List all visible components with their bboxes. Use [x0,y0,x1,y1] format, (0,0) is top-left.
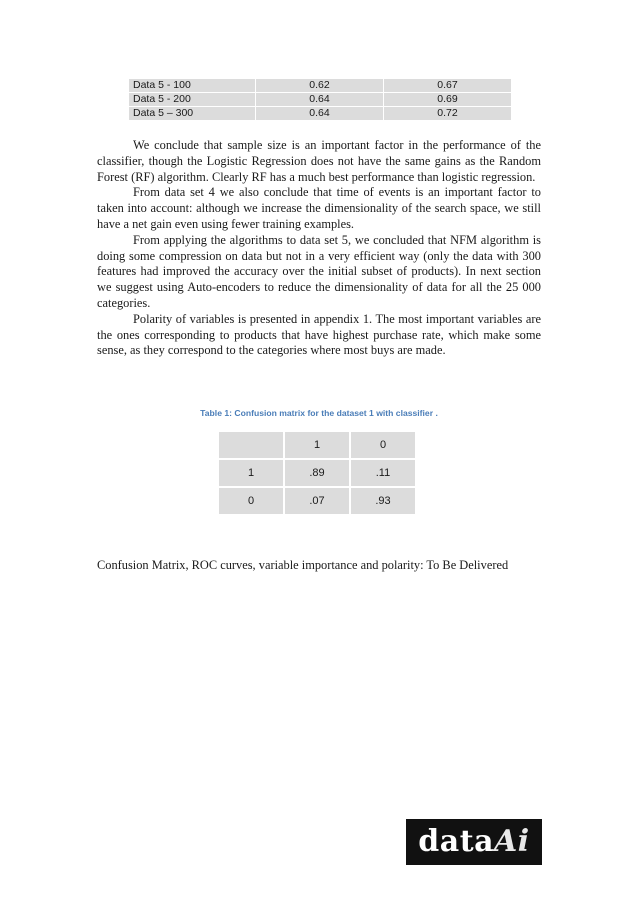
table-cell: 0.69 [384,93,512,107]
paragraph: From data set 4 we also conclude that time of events is an important factor to taken into account: although we increase the dimensionality of the search space, we still have a net gain even using fewer training examples. [97,185,541,231]
table-cell: 0 [219,488,283,514]
logo-text-data: data [418,824,495,859]
table-row [219,460,415,486]
confusion-matrix-table [217,430,417,516]
table-row [129,79,512,93]
table-cell: 1 [219,460,283,486]
table-cell: 0 [351,432,415,458]
table-cell: 0.64 [256,107,384,121]
table-row [129,107,512,121]
table-cell: 0.62 [256,79,384,93]
table-cell: Data 5 - 100 [129,79,256,93]
footer-note: Confusion Matrix, ROC curves, variable importance and polarity: To Be Delivered [97,558,509,572]
logo-text-ai: Ai [494,824,530,859]
table-cell: .89 [285,460,349,486]
table-cell: 1 [285,432,349,458]
table-cell: Data 5 - 200 [129,93,256,107]
table-cell [219,432,283,458]
table-cell: 0.72 [384,107,512,121]
paragraph: Polarity of variables is presented in appendix 1. The most important variables are the ones corresponding to products that have highest purchase rate, which make some sense, as they correspond to the categories where most buys are made. [97,311,541,358]
table-row [219,488,415,514]
table-caption: Table 1: Confusion matrix for the dataset 1 with classifier . [200,408,438,418]
table-cell: Data 5 – 300 [129,107,256,121]
paragraph: From applying the algorithms to data set 5, we concluded that NFM algorithm is doing some compression on data but not in a very efficient way (only the data with 300 features had improved the accuracy over the initial subset of products). In next section we suggest using Auto-encoders to reduce the dimensionality of data for all the 25 000 categories. [97,232,541,310]
table-cell: 0.67 [384,79,512,93]
table-cell: .93 [351,488,415,514]
paragraph: We conclude that sample size is an important factor in the performance of the classifier, though the Logistic Regression does not have the same gains as the Random Forest (RF) algorithm. Clearly RF has a much best performance than logistic regression. [97,138,541,184]
table-cell: .07 [285,488,349,514]
results-table [128,78,512,121]
table-cell: .11 [351,460,415,486]
table-cell: 0.64 [256,93,384,107]
body-text [97,138,541,359]
table-row [219,432,415,458]
table-row [129,93,512,107]
dataai-logo [406,819,542,865]
